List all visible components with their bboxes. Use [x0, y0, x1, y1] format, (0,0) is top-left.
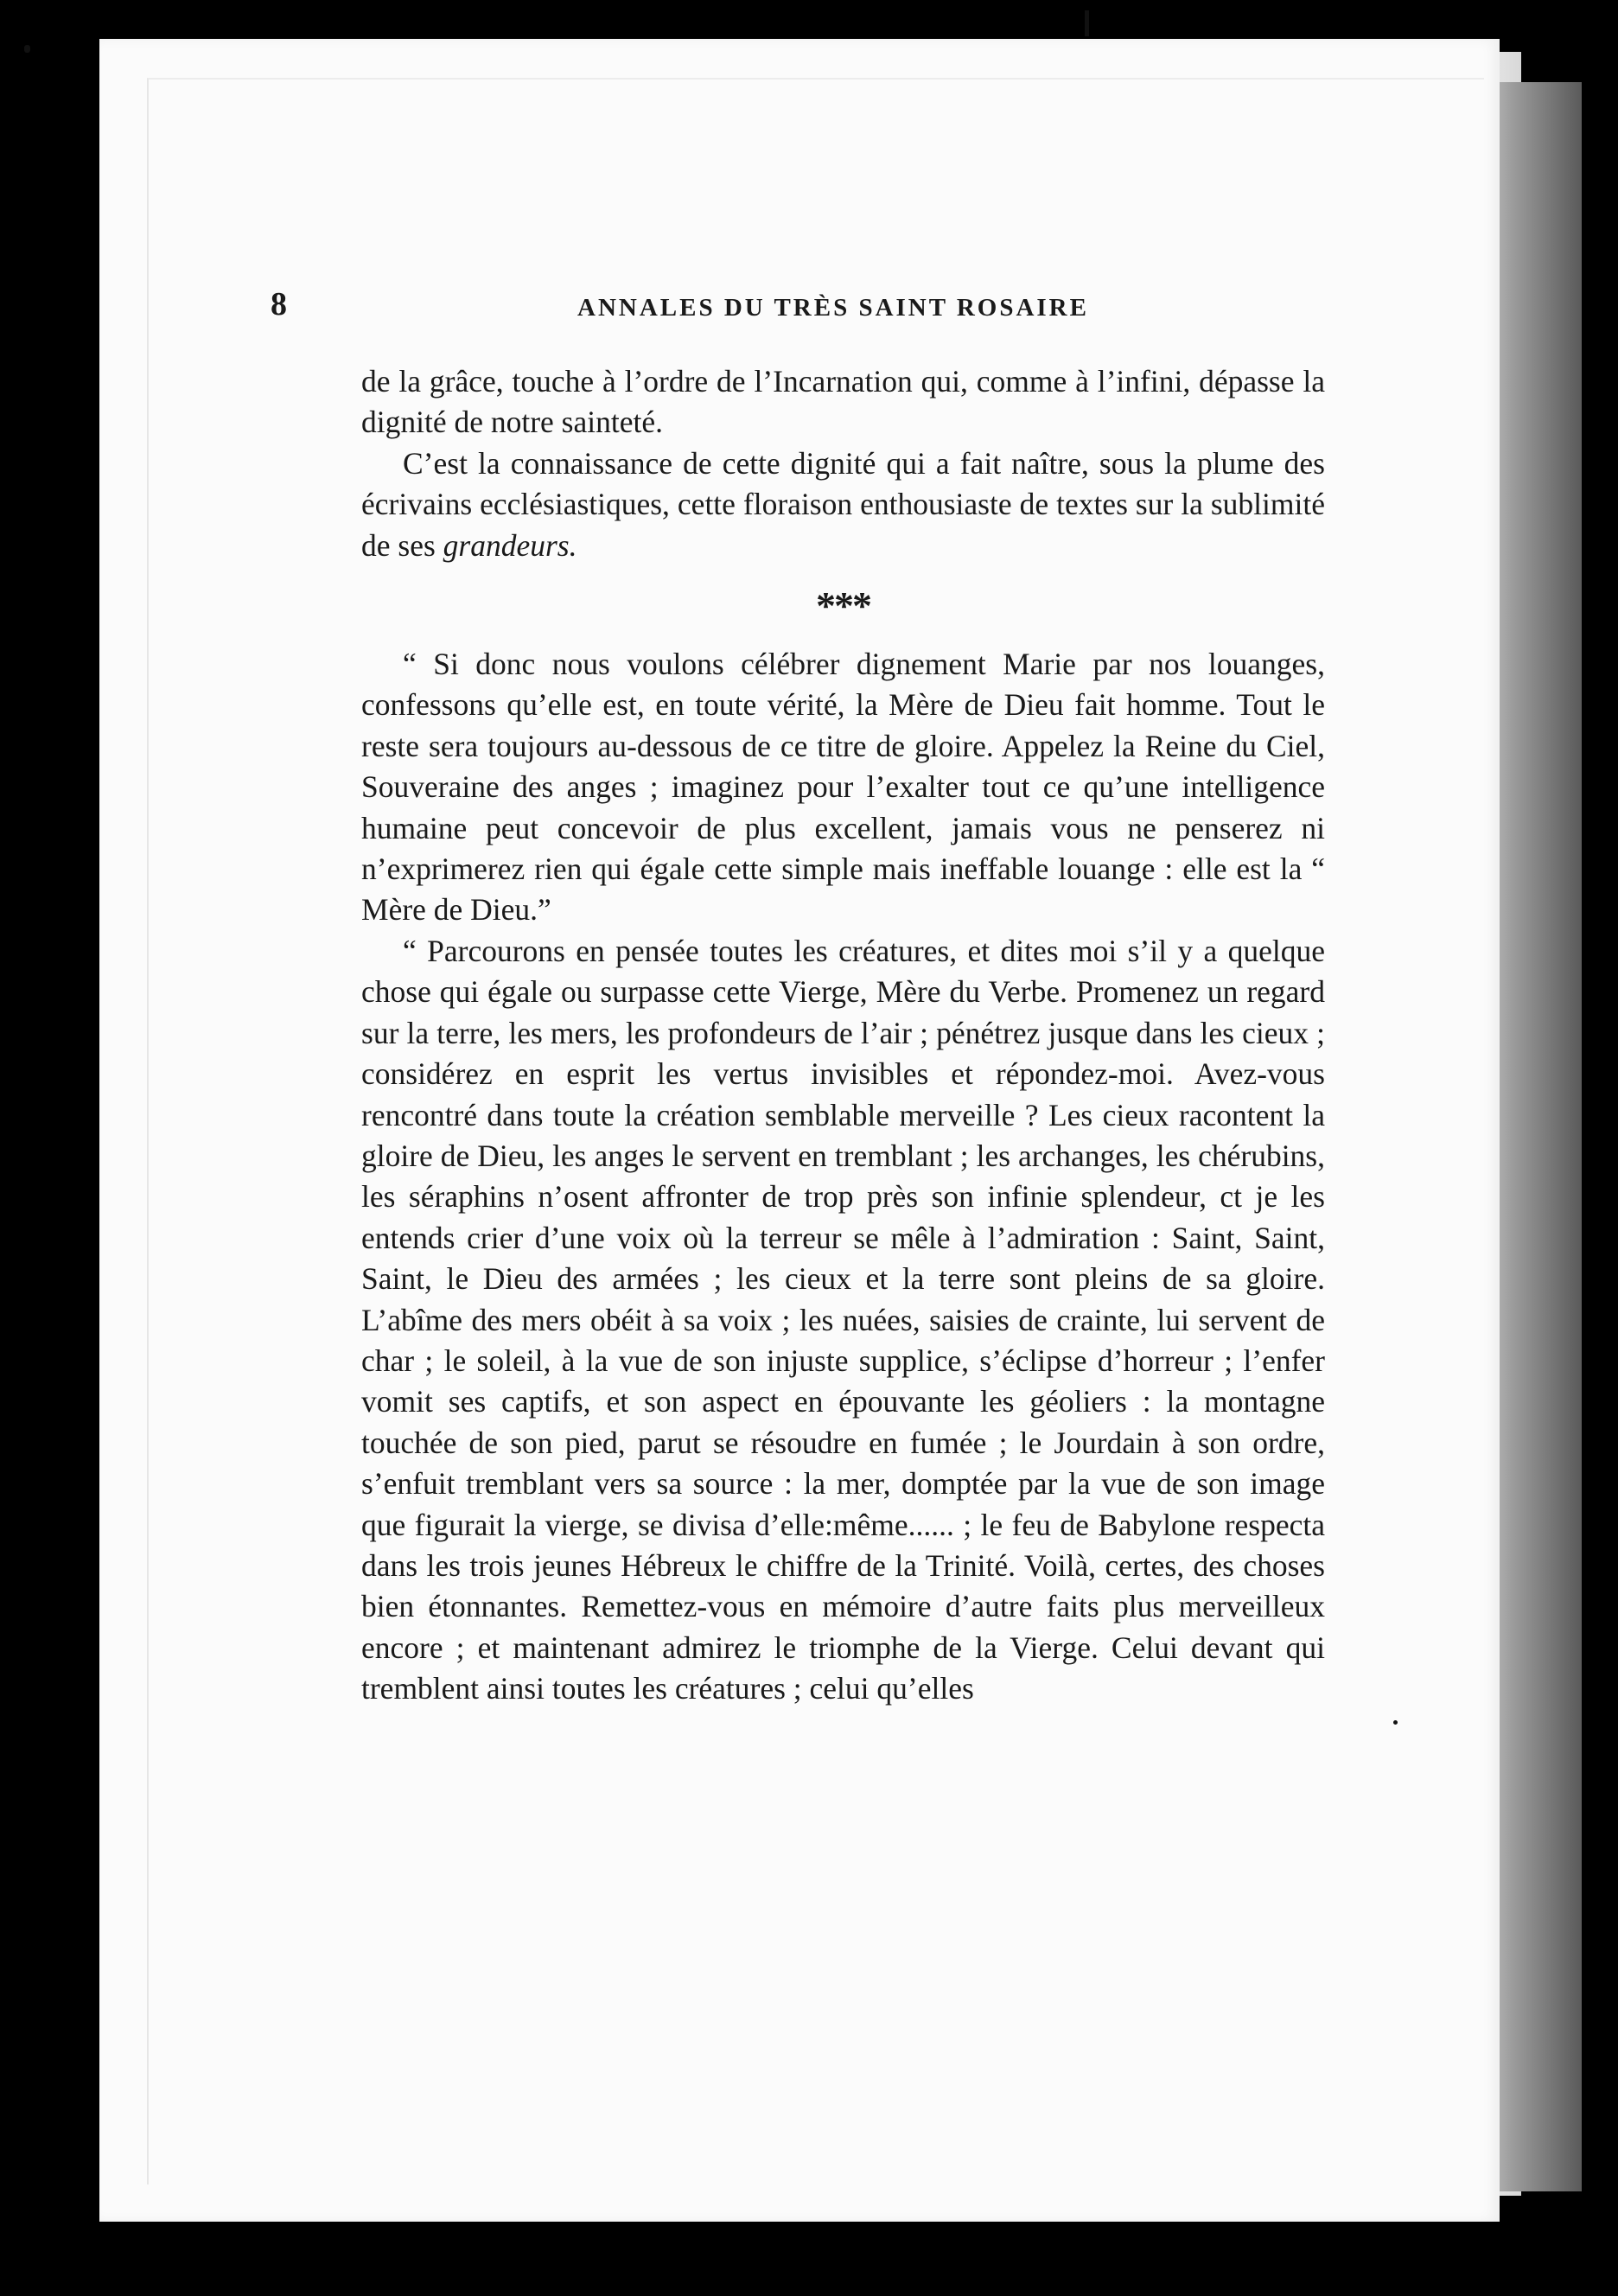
paragraph-2: [361, 443, 1325, 566]
scan-speck: [1085, 10, 1089, 36]
scan-speck: [1393, 1720, 1398, 1725]
running-title: ANNALES DU TRÈS SAINT ROSAIRE: [577, 294, 1089, 322]
running-head: [271, 285, 1165, 328]
paragraph-1: de la grâce, touche à l’ordre de l’Incarnation qui, comme à l’infini, dépasse la dignité de notre sainteté.: [361, 364, 1325, 440]
asterism-glyph: ***: [816, 584, 870, 628]
paragraph-2-text: C’est la connaissance de cette dignité qui a fait naître, sous la plume des écrivains ecclésiastiques, cette floraison enthousiaste de textes sur la sublimité de ses: [361, 445, 1325, 563]
body-text: [361, 361, 1325, 1710]
paragraph-4: “ Parcourons en pensée toutes les créatures, et dites moi s’il y a quelque chose qui égale ou surpasse cette Vierge, Mère du Verbe. Promenez un regard sur la terre, les mers, les profondeurs de l’air ; pénétrez jusque dans les cieux ; considérez en esprit les vertus invisibles et répondez-moi. Avez-vous rencontré dans toute la création semblable merveille ? Les cieux racontent la gloire de Dieu, les anges le servent en tremblant ; les archanges, les chérubins, les séraphins n’osent affronter de trop près son infinie splendeur, ct je les entends crier d’une voix où la terreur se mêle à l’admiration : Saint, Saint, Saint, le Dieu des armées ; les cieux et la terre sont pleins de sa gloire. L’abîme des mers obéit à sa voix ; les nuées, saisies de crainte, lui servent de char ; le soleil, à la vue de son injuste supplice, s’éclipse d’horreur ; l’enfer vomit ses captifs, et son aspect en épouvante les géoliers : la montagne touchée de son pied, parut se résoudre en fumée ; le Jourdain à son ordre, s’enfuit tremblant vers sa source : la mer, domptée par la vue de son image que figurait la vierge, se divisa d’elle:même...... ; le feu de Babylone respecta dans les trois jeunes Hébreux le chiffre de la Trinité. Voilà, certes, des choses bien étonnantes. Remettez-vous en mémoire d’autre faits plus merveilleux encore ; et maintenant admirez le triomphe de la Vierge. Celui devant qui tremblent ainsi toutes les créatures ; celui qu’elles: [361, 933, 1325, 1706]
paragraph-2-italic: grandeurs.: [443, 527, 577, 563]
page-number: 8: [271, 286, 287, 322]
scan-speck: [24, 45, 30, 53]
asterism-separator: [361, 580, 1325, 632]
paragraph-3: “ Si donc nous voulons célébrer dignement Marie par nos louanges, confessons qu’elle est, en toute vérité, la Mère de Dieu fait homme. Tout le reste sera toujours au-dessous de ce titre de gloire. Appelez la Reine du Ciel, Souveraine des anges ; imaginez pour l’exalter tout ce qu’une intelligence humaine peut concevoir de plus excellent, jamais vous ne penserez ni n’exprimerez rien qui égale cette simple mais ineffable louange : elle est la “ Mère de Dieu.”: [361, 647, 1325, 928]
